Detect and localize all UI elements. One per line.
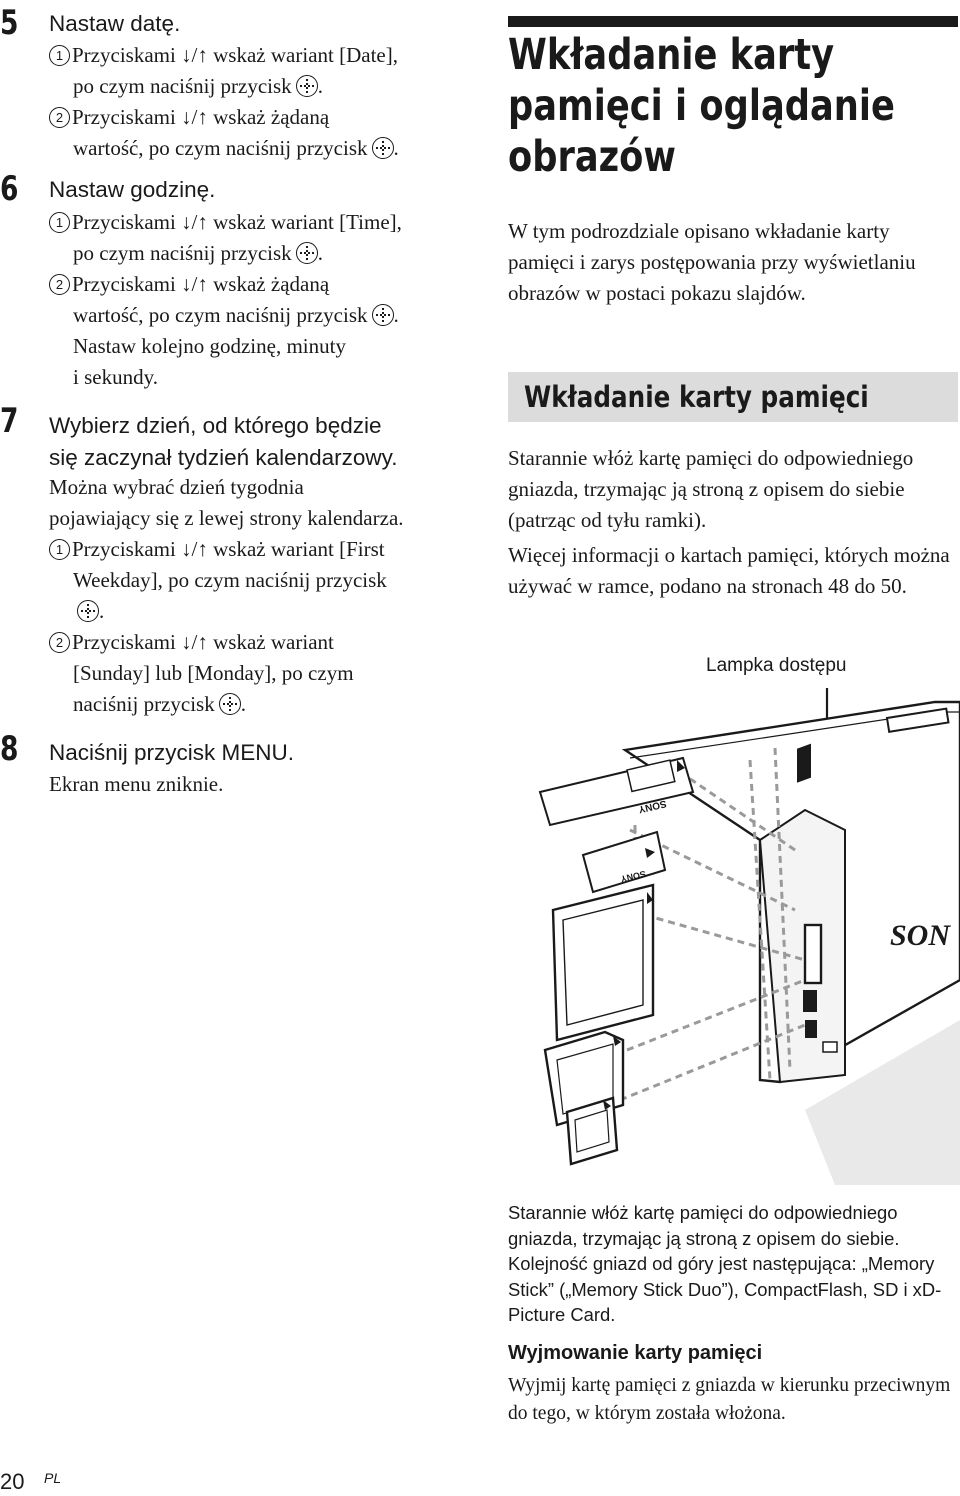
period: . xyxy=(317,241,323,265)
heading-line-1: Wkładanie karty xyxy=(508,30,835,80)
step-title: Nastaw godzinę. xyxy=(49,177,216,202)
memory-stick-duo-card xyxy=(583,832,665,892)
enter-button-icon xyxy=(372,137,394,159)
sub-step-marker: 1 xyxy=(49,212,70,233)
step-line xyxy=(73,596,104,626)
illustration-caption: Starannie włóż kartę pamięci do odpowiedniego gniazda, trzymając ją stroną z opisem do siebie. Kolejność gniazd od góry jest następująca: „Memory Stick” („Memory Stick Duo”), CompactFlash, SD i xD-Picture Card. xyxy=(508,1202,942,1325)
compactflash-card xyxy=(553,885,653,1040)
step-number: 6 xyxy=(0,169,19,209)
enter-button-icon xyxy=(77,600,99,622)
step-title: Naciśnij przycisk MENU. xyxy=(49,740,295,765)
page-number: 20 xyxy=(0,1469,25,1494)
step-line-text: Przyciskami ↓/↑ wskaż wariant [Time], xyxy=(72,210,402,234)
step-line-text: wartość, po czym naciśnij przycisk xyxy=(73,136,368,160)
step-line xyxy=(73,300,399,330)
step-line xyxy=(49,102,329,132)
period: . xyxy=(99,599,105,623)
step-title-line: Wybierz dzień, od którego będzie xyxy=(49,413,382,438)
step-line xyxy=(49,40,398,70)
step-line-text: Przyciskami ↓/↑ wskaż wariant xyxy=(72,630,334,654)
slot-sd xyxy=(803,990,817,1012)
step-line xyxy=(73,133,399,163)
removal-heading: Wyjmowanie karty pamięci xyxy=(508,1342,763,1364)
step-line xyxy=(73,658,354,688)
step-number: 7 xyxy=(0,401,19,441)
sub-step-marker: 2 xyxy=(49,274,70,295)
step-line-text: Przyciskami ↓/↑ wskaż żądaną xyxy=(72,105,330,129)
step-line-text: Ekran menu zniknie. xyxy=(49,772,224,796)
step-line xyxy=(73,565,387,595)
period: . xyxy=(393,303,399,327)
card-slot-illustration xyxy=(505,680,960,1185)
step-line-text: i sekundy. xyxy=(73,365,158,389)
step-line-text: Przyciskami ↓/↑ wskaż wariant [First xyxy=(72,537,385,561)
step-line xyxy=(49,769,223,799)
step-line xyxy=(49,503,404,533)
step-line xyxy=(73,689,246,719)
insert-paragraph: Starannie włóż kartę pamięci do odpowiedniego gniazda, trzymając ją stroną z opisem do siebie (patrząc od tyłu ramki). xyxy=(508,446,914,532)
enter-button-icon xyxy=(219,693,241,715)
step-line-text: Nastaw kolejno godzinę, minuty xyxy=(73,334,346,358)
step-line xyxy=(49,534,385,564)
sub-step-marker: 2 xyxy=(49,632,70,653)
step-line-text: wartość, po czym naciśnij przycisk xyxy=(73,303,368,327)
frame-brand-logo: SON xyxy=(890,919,951,952)
step-line-text: po czym naciśnij przycisk xyxy=(73,74,292,98)
step-line-text: [Sunday] lub [Monday], po czym xyxy=(73,661,354,685)
memory-stick-card xyxy=(540,758,693,825)
step-line-text: Przyciskami ↓/↑ wskaż wariant [Date], xyxy=(72,43,398,67)
section-heading xyxy=(508,30,895,183)
heading-line-2: pamięci i oglądanie xyxy=(508,81,895,131)
enter-button-icon xyxy=(372,304,394,326)
step-title: Nastaw datę. xyxy=(49,11,181,36)
step-line-text: pojawiający się z lewej strony kalendarza. xyxy=(49,506,404,530)
period: . xyxy=(240,692,246,716)
period: . xyxy=(317,74,323,98)
step-line xyxy=(73,331,346,361)
step-line xyxy=(49,207,402,237)
heading-line-3: obrazów xyxy=(508,132,676,182)
subheading: Wkładanie karty pamięci xyxy=(524,380,869,414)
step-line-text: Weekday], po czym naciśnij przycisk xyxy=(73,568,387,592)
step-number: 5 xyxy=(0,3,19,43)
enter-button-icon xyxy=(296,242,318,264)
intro-paragraph: W tym podrozdziale opisano wkładanie karty pamięci i zarys postępowania przy wyświetlaniu obrazów w postaci pokazu slajdów. xyxy=(508,219,916,305)
access-lamp-label: Lampka dostępu xyxy=(706,655,847,676)
slot-memory-stick xyxy=(797,744,811,783)
sub-step-marker: 2 xyxy=(49,107,70,128)
removal-paragraph: Wyjmij kartę pamięci z gniazda w kierunku przeciwnym do tego, w którym została włożona. xyxy=(508,1375,951,1424)
enter-button-icon xyxy=(296,75,318,97)
sub-step-marker: 1 xyxy=(49,539,70,560)
step-line xyxy=(49,269,329,299)
step-title-line: się zaczynał tydzień kalendarzowy. xyxy=(49,445,398,470)
section-rule xyxy=(508,16,958,27)
access-lamp xyxy=(823,1042,837,1052)
step-line-text: Można wybrać dzień tygodnia xyxy=(49,475,304,499)
step-line xyxy=(73,238,323,268)
info-paragraph: Więcej informacji o kartach pamięci, których można używać w ramce, podano na stronach 48 do 50. xyxy=(508,543,950,598)
sub-step-marker: 1 xyxy=(49,45,70,66)
period: . xyxy=(393,136,399,160)
step-line-text: naciśnij przycisk xyxy=(73,692,215,716)
svg-text:SONY: SONY xyxy=(619,868,647,885)
step-number: 8 xyxy=(0,729,19,769)
step-line xyxy=(73,362,158,392)
step-line xyxy=(73,71,323,101)
language-code: PL xyxy=(44,1470,62,1486)
step-line xyxy=(49,627,334,657)
slot-compactflash xyxy=(805,925,821,983)
step-line xyxy=(49,472,304,502)
svg-text:SONY: SONY xyxy=(637,797,668,815)
slot-xd xyxy=(805,1020,817,1038)
step-line-text: Przyciskami ↓/↑ wskaż żądaną xyxy=(72,272,330,296)
step-line-text: po czym naciśnij przycisk xyxy=(73,241,292,265)
